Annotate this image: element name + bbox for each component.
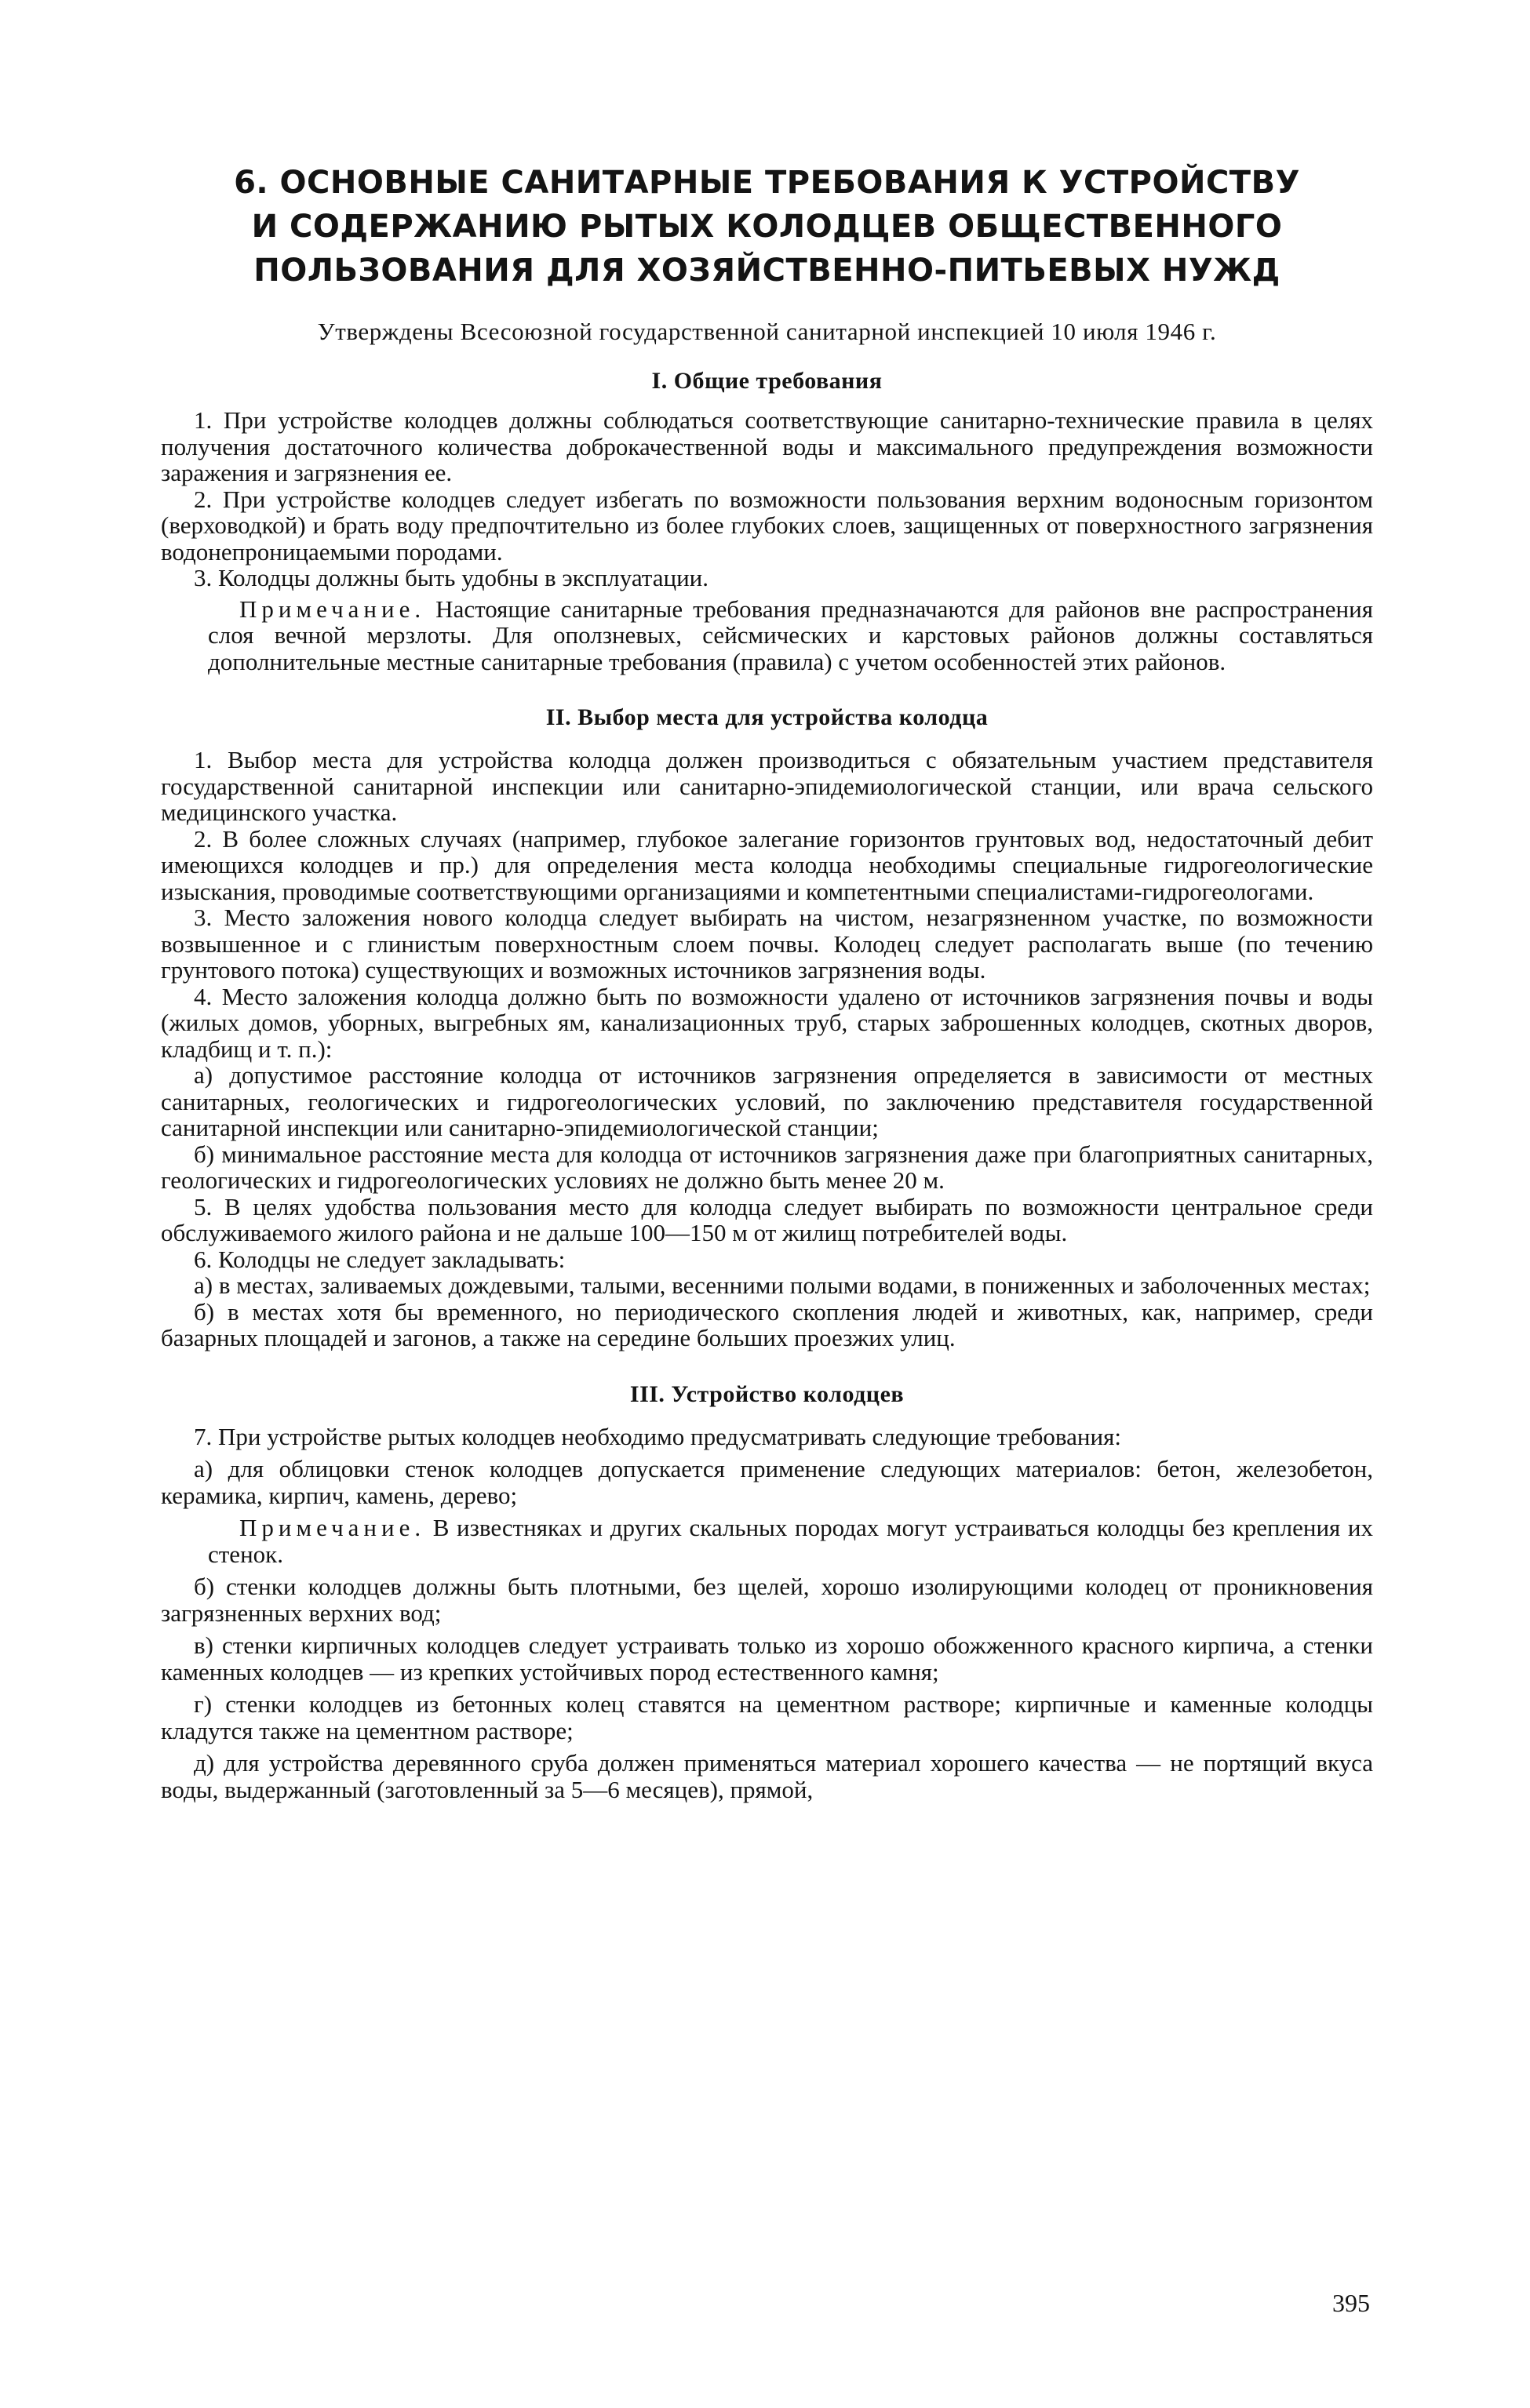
s2-paragraph-4: 4. Место заложения колодца должно быть по возможности удалено от источников загрязнения почвы и воды (жилых домов, уборных, выгребных ям, канализационных труб, старых заброшенных колодцев, скотных дворов, кладбищ и т. п.):	[161, 982, 1373, 1063]
s3-paragraph-7v: в) стенки кирпичных колодцев следует устраивать только из хорошо обожженного красного кирпича, а стенки каменных колодцев — из крепких устойчивых пород естественного камня;	[161, 1631, 1373, 1686]
s1-note-label: Примечание.	[239, 595, 426, 623]
page-number: 395	[1332, 2289, 1370, 2317]
section-2-heading: II. Выбор места для устройства колодца	[545, 704, 989, 730]
s1-paragraph-1: 1. При устройстве колодцев должны соблюдаться соответствующие санитарно-технические правила в целях получения достаточного количества доброкачественной воды и максимального предупреждения возможности заражения и загрязнения ее.	[161, 406, 1373, 486]
s2-paragraph-4a: а) допустимое расстояние колодца от источников загрязнения определяется в зависимости от местных санитарных, геологических и гидрогеологических условий, по заключению представителя государственной санитарной инспекции или санитарно-эпидемиологической станции;	[161, 1061, 1373, 1141]
s2-paragraph-3: 3. Место заложения нового колодца следует выбирать на чистом, незагрязненном участке, по возможности возвышенное и с глинистым поверхностным слоем почвы. Колодец следует располагать выше (по течению грунтового потока) существующих и возможных источников загрязнения воды.	[161, 904, 1373, 984]
s1-paragraph-2: 2. При устройстве колодцев следует избегать по возможности пользования верхним водоносным горизонтом (верховодкой) и брать воду предпочтительно из более глубоких слоев, защищенных от поверхностного загрязнения водонепроницаемыми породами.	[161, 485, 1373, 566]
section-1-heading: I. Общие требования	[651, 368, 883, 394]
s3-note-text: В известняках и других скальных породах могут устраиваться колодцы без крепления их стенок.	[208, 1514, 1373, 1568]
document-title	[161, 161, 1373, 293]
s3-paragraph-7a: а) для облицовки стенок колодцев допускается применение следующих материалов: бетон, железобетон, керамика, кирпич, камень, дерево;	[161, 1455, 1373, 1509]
s3-paragraph-7: 7. При устройстве рытых колодцев необходимо предусматривать следующие требования:	[194, 1422, 1121, 1450]
title-line-3: ПОЛЬЗОВАНИЯ ДЛЯ ХОЗЯЙСТВЕННО-ПИТЬЕВЫХ НУЖД	[253, 253, 1280, 289]
s1-note	[208, 596, 1373, 675]
title-line-2: И СОДЕРЖАНИЮ РЫТЫХ КОЛОДЦЕВ ОБЩЕСТВЕННОГО	[251, 209, 1283, 245]
s1-note-text: Настоящие санитарные требования предназначаются для районов вне распространения слоя вечной мерзлоты. Для оползневых, сейсмических и карстовых районов должны составляться дополнительные местные санитарные требования (правила) с учетом особенностей этих районов.	[208, 595, 1373, 675]
s3-paragraph-7b: б) стенки колодцев должны быть плотными, без щелей, хорошо изолирующими колодец от проникновения загрязненных верхних вод;	[161, 1573, 1373, 1627]
s3-note	[208, 1515, 1373, 1567]
s2-paragraph-5: 5. В целях удобства пользования место для колодца следует выбирать по возможности центральное среди обслуживаемого жилого района и не дальше 100—150 м от жилищ потребителей воды.	[161, 1192, 1373, 1246]
title-line-1: 6. ОСНОВНЫЕ САНИТАРНЫЕ ТРЕБОВАНИЯ К УСТРОЙСТВУ	[234, 165, 1300, 201]
section-3-heading: III. Устройство колодцев	[629, 1380, 905, 1407]
s3-paragraph-7g: г) стенки колодцев из бетонных колец ставятся на цементном растворе; кирпичные и каменные колодцы кладутся также на цементном растворе;	[161, 1690, 1373, 1744]
s3-paragraph-7d: д) для устройства деревянного сруба должен применяться материал хорошего качества — не портящий вкуса воды, выдержанный (заготовленный за 5—6 месяцев), прямой,	[161, 1749, 1373, 1803]
s3-note-label: Примечание.	[239, 1514, 426, 1541]
s2-paragraph-4b: б) минимальное расстояние места для колодца от источников загрязнения даже при благоприятных санитарных, геологических и гидрогеологических условиях не должно быть менее 20 м.	[161, 1140, 1373, 1194]
s2-paragraph-1: 1. Выбор места для устройства колодца должен производиться с обязательным участием представителя государственной санитарной инспекции или санитарно-эпидемиологической станции, или врача сельского медицинского участка.	[161, 746, 1373, 826]
s2-paragraph-2: 2. В более сложных случаях (например, глубокое залегание горизонтов грунтовых вод, недостаточный дебит имеющихся колодцев и пр.) для определения места колодца необходимы специальные гидрогеологические изыскания, проводимые соответствующими организациями и компетентными специалистами-гидрогеологами.	[161, 824, 1373, 905]
document-page	[161, 161, 1373, 1802]
s2-paragraph-6b: б) в местах хотя бы временного, но периодического скопления людей и животных, как, например, среди базарных площадей и загонов, а также на середине больших проезжих улиц.	[161, 1297, 1373, 1351]
s1-paragraph-3: 3. Колодцы должны быть удобны в эксплуатации.	[194, 564, 709, 591]
approval-line: Утверждены Всесоюзной государственной санитарной инспекцией 10 июля 1946 г.	[317, 318, 1217, 345]
s2-paragraph-6a: а) в местах, заливаемых дождевыми, талыми, весенними полыми водами, в пониженных и заболоченных местах;	[194, 1271, 1371, 1299]
s2-paragraph-6: 6. Колодцы не следует закладывать:	[194, 1245, 566, 1273]
